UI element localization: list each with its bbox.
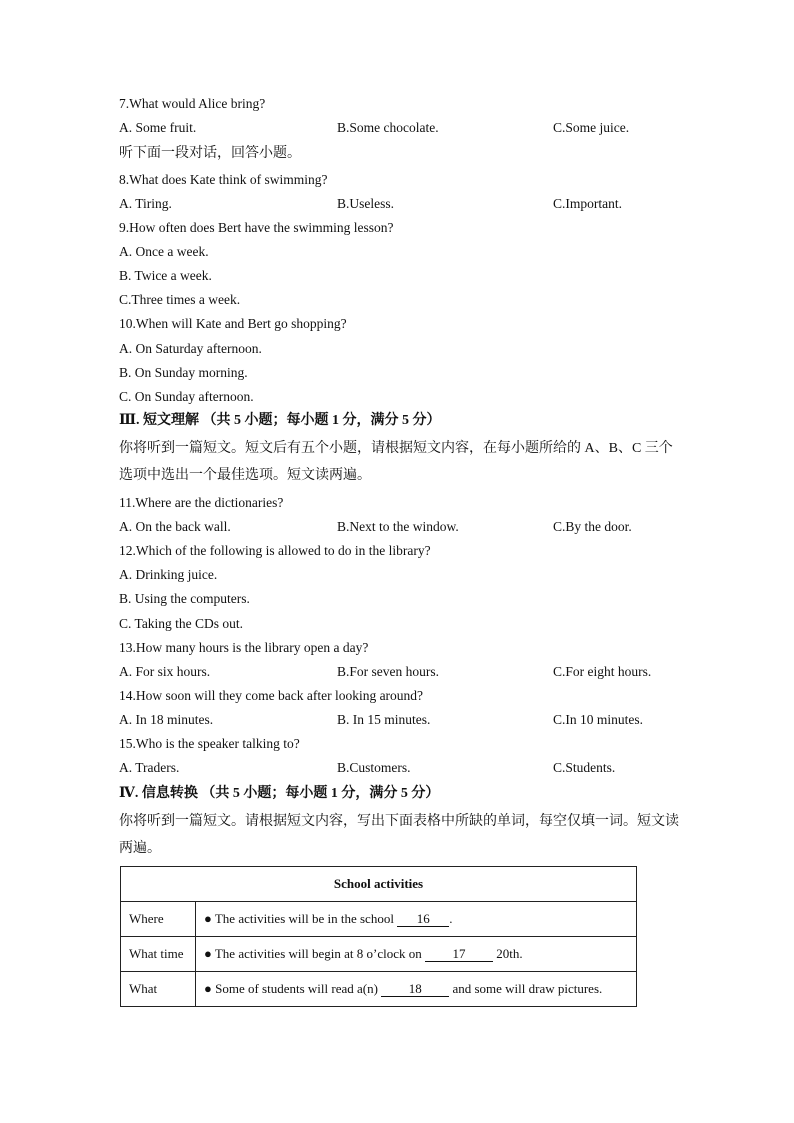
question-8: 8.What does Kate think of swimming? (119, 172, 328, 187)
q11-option-c: C.By the door. (553, 519, 632, 534)
row-text: ● The activities will begin at 8 o’clock on (204, 946, 425, 961)
section-3-heading: Ⅲ. 短文理解 （共 5 小题；每小题 1 分，满分 5 分） (119, 413, 441, 428)
table-row (121, 937, 637, 972)
school-activities-table (120, 866, 637, 1007)
table-title: School activities (121, 867, 637, 902)
q10-option-c: C. On Sunday afternoon. (119, 389, 254, 404)
row-label-what: What (121, 972, 196, 1007)
row-label-what-time: What time (121, 937, 196, 972)
q7-option-b: B.Some chocolate. (337, 120, 439, 135)
q15-option-c: C.Students. (553, 760, 616, 775)
q15-option-b: B.Customers. (337, 760, 411, 775)
q13-option-b: B.For seven hours. (337, 664, 439, 679)
q14-option-b: B. In 15 minutes. (337, 712, 431, 727)
dialog-instruction: 听下面一段对话，回答小题。 (119, 146, 301, 161)
q9-option-b: B. Twice a week. (119, 268, 212, 283)
q9-option-a: A. Once a week. (119, 244, 209, 259)
question-15: 15.Who is the speaker talking to? (119, 736, 300, 751)
answer-blank-16: 16 (397, 912, 449, 927)
q12-option-c: C. Taking the CDs out. (119, 616, 244, 631)
q12-option-a: A. Drinking juice. (119, 567, 218, 582)
question-7: 7.What would Alice bring? (119, 96, 266, 111)
q10-option-a: A. On Saturday afternoon. (119, 341, 262, 356)
q14-option-a: A. In 18 minutes. (119, 712, 214, 727)
row-content-what (196, 972, 637, 1007)
row-text: ● Some of students will read a(n) (204, 981, 382, 996)
section-4-heading: Ⅳ. 信息转换 （共 5 小题；每小题 1 分，满分 5 分） (119, 786, 440, 801)
row-content-where (196, 902, 637, 937)
question-13: 13.How many hours is the library open a day? (119, 640, 369, 655)
table-header-row (121, 867, 637, 902)
q11-option-b: B.Next to the window. (337, 519, 459, 534)
question-14: 14.How soon will they come back after looking around? (119, 688, 424, 703)
q9-option-c: C.Three times a week. (119, 292, 241, 307)
row-label-where: Where (121, 902, 196, 937)
section-4-instruction: 你将听到一篇短文。请根据短文内容，写出下面表格中所缺的单词，每空仅填一词。短文读两遍。 (119, 814, 679, 856)
answer-blank-17: 17 (425, 947, 493, 962)
q14-option-c: C.In 10 minutes. (553, 712, 643, 727)
row-text-end: 20th. (492, 946, 523, 961)
q15-option-a: A. Traders. (119, 760, 180, 775)
question-12: 12.Which of the following is allowed to do in the library? (119, 543, 431, 558)
row-content-what-time (196, 937, 637, 972)
table-row (121, 972, 637, 1007)
q8-option-a: A. Tiring. (119, 196, 172, 211)
q8-option-b: B.Useless. (337, 196, 394, 211)
question-9: 9.How often does Bert have the swimming lesson? (119, 220, 394, 235)
q12-option-b: B. Using the computers. (119, 591, 250, 606)
q11-option-a: A. On the back wall. (119, 519, 231, 534)
answer-blank-18: 18 (381, 982, 449, 997)
row-text: ● The activities will be in the school (204, 911, 398, 926)
q13-option-c: C.For eight hours. (553, 664, 652, 679)
q13-option-a: A. For six hours. (119, 664, 211, 679)
q7-option-a: A. Some fruit. (119, 120, 197, 135)
q7-option-c: C.Some juice. (553, 120, 630, 135)
question-10: 10.When will Kate and Bert go shopping? (119, 316, 347, 331)
section-3-instruction: 你将听到一篇短文。短文后有五个小题，请根据短文内容，在每小题所给的 A、B、C 三个选项中选出一个最佳选项。短文读两遍。 (119, 441, 673, 483)
table-row (121, 902, 637, 937)
question-11: 11.Where are the dictionaries? (119, 495, 284, 510)
q10-option-b: B. On Sunday morning. (119, 365, 248, 380)
row-text-end: and some will draw pictures. (449, 981, 603, 996)
row-text-end: . (449, 911, 453, 926)
q8-option-c: C.Important. (553, 196, 622, 211)
